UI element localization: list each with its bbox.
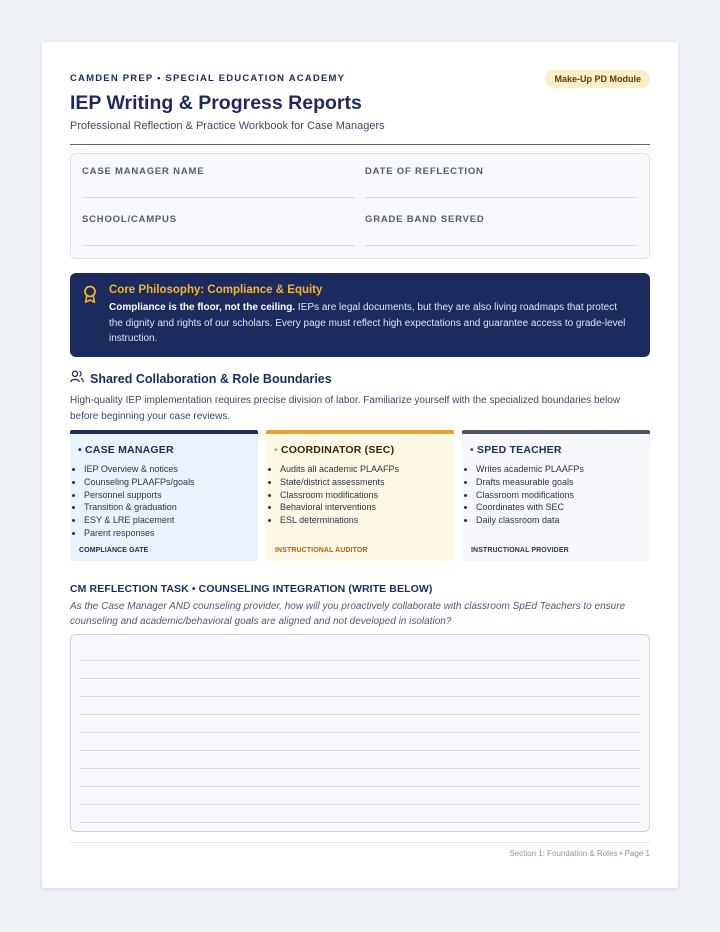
users-icon [70, 370, 84, 388]
role-card-coordinator [266, 430, 454, 561]
core-title: Core Philosophy: Compliance & Equity [109, 284, 323, 296]
header-divider [70, 144, 650, 145]
bullet-dot-icon: • [470, 444, 477, 456]
list-item: • Audits all academic PLAAFPs [280, 463, 399, 476]
field-line [365, 245, 638, 246]
workbook-page [42, 42, 678, 888]
collaboration-heading [70, 370, 332, 388]
core-text: IEPs are legal documents, but they are also living roadmaps that protect the dignity and rights of our scholars. Every page must reflect high expectations and guarantee access to grade-level instruction. [109, 302, 626, 344]
core-body [109, 300, 632, 347]
writing-line [80, 660, 640, 661]
list-item: • Daily classroom data [476, 514, 584, 527]
list-item: • Classroom modifications [280, 489, 399, 502]
role-card-case-manager [70, 430, 258, 561]
writing-line [80, 678, 640, 679]
academy-name: CAMDEN PREP • SPECIAL EDUCATION ACADEMY [70, 73, 346, 84]
list-item: • Drafts measurable goals [476, 476, 584, 489]
page-subtitle: Professional Reflection & Practice Workbook for Case Managers [70, 120, 385, 132]
field-label: CASE MANAGER NAME [82, 166, 205, 177]
collaboration-title: Shared Collaboration & Role Boundaries [90, 372, 332, 386]
bullet-dot-icon: • [78, 444, 85, 456]
list-item: • Classroom modifications [476, 489, 584, 502]
footer-divider [70, 842, 650, 843]
writing-line [80, 750, 640, 751]
list-item: • State/district assessments [280, 476, 399, 489]
core-philosophy-callout [70, 273, 650, 357]
school-campus-field[interactable] [82, 214, 355, 246]
case-manager-name-field[interactable] [82, 166, 355, 198]
page-title: IEP Writing & Progress Reports [70, 92, 362, 114]
field-label: GRADE BAND SERVED [365, 214, 485, 225]
list-item: • Writes academic PLAAFPs [476, 463, 584, 476]
core-lead: Compliance is the floor, not the ceiling. [109, 302, 296, 313]
field-line [82, 245, 355, 246]
list-item: • Behavioral interventions [280, 501, 399, 514]
collaboration-intro: High-quality IEP implementation requires precise division of labor. Familiarize yourself with the specialized boundaries below before beginning your case reviews. [70, 395, 621, 422]
page-footer: Section 1: Foundation & Roles • Page 1 [509, 849, 650, 858]
field-line [365, 197, 638, 198]
grade-band-field[interactable] [365, 214, 638, 246]
role-footer: INSTRUCTIONAL PROVIDER [471, 547, 569, 554]
field-label: SCHOOL/CAMPUS [82, 214, 177, 225]
writing-line [80, 768, 640, 769]
list-item: • Transition & graduation [84, 501, 195, 514]
writing-line [80, 804, 640, 805]
module-badge: Make-Up PD Module [545, 70, 650, 88]
list-item: • IEP Overview & notices [84, 463, 195, 476]
role-footer: INSTRUCTIONAL AUDITOR [275, 547, 368, 554]
role-card-sped-teacher [462, 430, 650, 561]
info-fields-box [70, 153, 650, 259]
bullet-dot-icon: • [274, 444, 281, 456]
award-ribbon-icon [82, 285, 98, 309]
writing-line [80, 714, 640, 715]
list-item: • Counseling PLAAFPs/goals [84, 476, 195, 489]
writing-line [80, 822, 640, 823]
role-title: • SPED TEACHER [470, 444, 562, 456]
writing-line [80, 786, 640, 787]
role-footer: COMPLIANCE GATE [79, 547, 149, 554]
reflection-writing-area[interactable] [70, 634, 650, 832]
field-line [82, 197, 355, 198]
field-label: DATE OF REFLECTION [365, 166, 484, 177]
date-of-reflection-field[interactable] [365, 166, 638, 198]
role-duties-list [84, 463, 195, 540]
list-item: • Personnel supports [84, 489, 195, 502]
reflection-task-question: As the Case Manager AND counseling provider, how will you proactively collaborate with classroom SpEd Teachers to ensure counseling and academic/behavioral goals are aligned and not developed in isolation? [70, 601, 626, 627]
role-duties-list [476, 463, 584, 527]
list-item: • Coordinates with SEC [476, 501, 584, 514]
writing-line [80, 732, 640, 733]
list-item: • ESY & LRE placement [84, 514, 195, 527]
role-duties-list [280, 463, 399, 527]
writing-line [80, 696, 640, 697]
reflection-task-title: CM REFLECTION TASK • COUNSELING INTEGRATION (WRITE BELOW) [70, 583, 433, 595]
role-title: • CASE MANAGER [78, 444, 174, 456]
role-title: • COORDINATOR (SEC) [274, 444, 395, 456]
list-item: • ESL determinations [280, 514, 399, 527]
list-item: • Parent responses [84, 527, 195, 540]
